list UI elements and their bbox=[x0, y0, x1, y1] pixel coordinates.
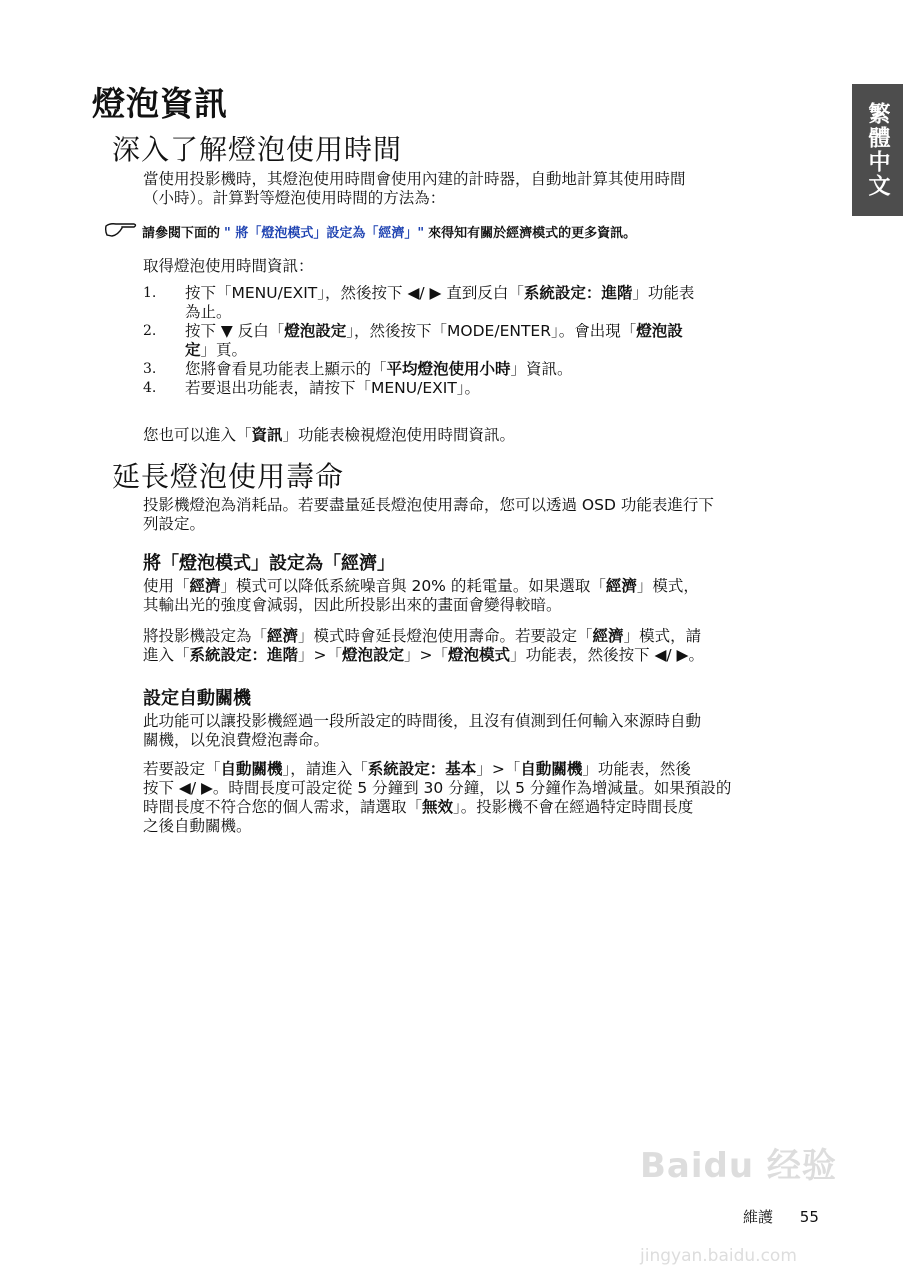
bold-term: 系統設定：基本 bbox=[367, 760, 477, 778]
step-text bbox=[185, 379, 694, 398]
lamp-hours-outro bbox=[143, 426, 823, 445]
bold-term: 經濟 bbox=[267, 627, 299, 645]
auto-off-paragraph-1 bbox=[143, 712, 823, 750]
text-run: 按下 ▼ 反白「 bbox=[185, 322, 285, 340]
auto-off-paragraph-2 bbox=[143, 760, 823, 836]
text-run: 若要設定「 bbox=[143, 760, 221, 778]
text-run: 您也可以進入「 bbox=[143, 426, 252, 444]
text-run: 進入「 bbox=[143, 646, 190, 664]
bold-term: 燈泡設 bbox=[636, 322, 683, 340]
pointing-hand-icon bbox=[104, 220, 138, 242]
text-run: 」>「 bbox=[476, 760, 521, 778]
step-text bbox=[185, 284, 694, 322]
text-run: 將投影機設定為「 bbox=[143, 627, 268, 645]
text-run: 列設定。 bbox=[143, 515, 206, 533]
bold-term: 無效 bbox=[422, 798, 454, 816]
text-run: 」頁。 bbox=[200, 341, 248, 359]
step-number: 3. bbox=[143, 361, 157, 377]
text-line bbox=[185, 322, 694, 341]
text-line bbox=[143, 596, 823, 615]
bold-term: 經濟 bbox=[592, 627, 624, 645]
text-run: 」資訊。 bbox=[510, 360, 573, 378]
text-run: 當使用投影機時，其燈泡使用時間會使用內建的計時器，自動地計算其使用時間 bbox=[143, 170, 686, 188]
text-line bbox=[185, 360, 694, 379]
text-run: 」>「 bbox=[404, 646, 449, 664]
page-number: 55 bbox=[799, 1208, 819, 1226]
text-line bbox=[143, 646, 823, 665]
steps-intro bbox=[143, 257, 823, 276]
text-run: 」模式可以降低系統噪音與 20% 的耗電量。如果選取「 bbox=[220, 577, 606, 595]
extend-life-intro bbox=[143, 496, 823, 534]
page-footer bbox=[743, 1208, 819, 1226]
step-text bbox=[185, 360, 694, 379]
text-run: 取得燈泡使用時間資訊： bbox=[143, 257, 314, 275]
text-run: （小時）。計算對等燈泡使用時間的方法為： bbox=[143, 189, 446, 207]
step-item bbox=[143, 379, 694, 398]
text-run: 投影機燈泡為消耗品。若要盡量延長燈泡使用壽命，您可以透過 OSD 功能表進行下 bbox=[143, 496, 714, 514]
note-text-after: 來得知有關於經濟模式的更多資訊。 bbox=[428, 225, 637, 241]
text-line bbox=[185, 379, 694, 398]
eco-mode-paragraph-1 bbox=[143, 577, 823, 615]
text-line bbox=[143, 627, 823, 646]
text-run: 」功能表檢視燈泡使用時間資訊。 bbox=[282, 426, 516, 444]
section-heading-lamp-hours: 深入了解燈泡使用時間 bbox=[112, 133, 403, 166]
text-line bbox=[143, 189, 823, 208]
text-run: 」模式， bbox=[636, 577, 699, 595]
text-run: 您將會看見功能表上顯示的「 bbox=[185, 360, 387, 378]
text-run: 」。投影機不會在經過特定時間長度 bbox=[453, 798, 694, 816]
text-line bbox=[143, 515, 823, 534]
text-line bbox=[143, 257, 823, 276]
bold-term: 資訊 bbox=[251, 426, 283, 444]
bold-term: 燈泡模式 bbox=[448, 646, 511, 664]
note-text: 請參閱下面的 bbox=[142, 225, 221, 241]
watermark-url: jingyan.baidu.com bbox=[640, 1246, 797, 1266]
text-line bbox=[143, 731, 823, 750]
text-line bbox=[143, 760, 823, 779]
bold-term: 定 bbox=[185, 341, 201, 359]
text-run: 」>「 bbox=[298, 646, 343, 664]
text-line bbox=[143, 170, 823, 189]
text-run: 使用「 bbox=[143, 577, 190, 595]
text-run: 」功能表，然後按下 ◀/ ▶。 bbox=[510, 646, 704, 664]
watermark-logo: Baidu 经验 bbox=[640, 1146, 837, 1186]
text-line bbox=[143, 712, 823, 731]
bold-term: 燈泡設定 bbox=[342, 646, 405, 664]
text-run: 時間長度不符合您的個人需求，請選取「 bbox=[143, 798, 423, 816]
step-item bbox=[143, 360, 694, 379]
text-line bbox=[185, 341, 694, 360]
step-number: 1. bbox=[143, 285, 157, 301]
text-run: 按下「MENU/EXIT」，然後按下 ◀/ ▶ 直到反白「 bbox=[185, 284, 524, 302]
text-run: 」，請進入「 bbox=[282, 760, 368, 778]
bold-term: 經濟 bbox=[189, 577, 221, 595]
text-run: 之後自動關機。 bbox=[143, 817, 252, 835]
text-run: 為止。 bbox=[185, 303, 232, 321]
text-run: 」模式時會延長燈泡使用壽命。若要設定「 bbox=[298, 627, 593, 645]
text-run: 其輸出光的強度會減弱，因此所投影出來的畫面會變得較暗。 bbox=[143, 596, 562, 614]
bold-term: 燈泡設定 bbox=[284, 322, 347, 340]
steps-list bbox=[143, 284, 694, 398]
subheading-auto-off: 設定自動關機 bbox=[143, 688, 251, 709]
text-run: 」功能表，然後 bbox=[582, 760, 691, 778]
bold-term: 自動關機 bbox=[520, 760, 583, 778]
language-tab: 繁體中文 bbox=[852, 84, 903, 216]
page-title: 燈泡資訊 bbox=[92, 84, 228, 123]
eco-mode-paragraph-2 bbox=[143, 627, 823, 665]
step-item bbox=[143, 322, 694, 360]
text-run: 此功能可以讓投影機經過一段所設定的時間後，且沒有偵測到任何輸入來源時自動 bbox=[143, 712, 702, 730]
text-run: 」功能表 bbox=[632, 284, 695, 302]
text-run: 若要退出功能表，請按下「MENU/EXIT」。 bbox=[185, 379, 481, 397]
text-line bbox=[143, 496, 823, 515]
step-item bbox=[143, 284, 694, 322]
bold-term: 經濟 bbox=[605, 577, 637, 595]
text-line bbox=[143, 798, 823, 817]
section-heading-extend-life: 延長燈泡使用壽命 bbox=[112, 460, 345, 493]
note-link[interactable]: " 將「燈泡模式」設定為「經濟」" bbox=[224, 225, 425, 241]
text-line bbox=[143, 577, 823, 596]
bold-term: 平均燈泡使用小時 bbox=[386, 360, 511, 378]
text-line bbox=[185, 303, 694, 322]
text-run: 」模式，請 bbox=[623, 627, 702, 645]
step-number: 2. bbox=[143, 323, 157, 339]
text-line bbox=[143, 779, 823, 798]
bold-term: 系統設定：進階 bbox=[189, 646, 299, 664]
footer-section: 維護 bbox=[743, 1208, 774, 1226]
text-run: 按下 ◀/ ▶。時間長度可設定從 5 分鐘到 30 分鐘，以 5 分鐘作為增減量。如果預設的 bbox=[143, 779, 732, 797]
text-run: 關機，以免浪費燈泡壽命。 bbox=[143, 731, 330, 749]
note bbox=[104, 220, 636, 242]
bold-term: 自動關機 bbox=[220, 760, 283, 778]
bold-term: 系統設定：進階 bbox=[523, 284, 633, 302]
step-number: 4. bbox=[143, 380, 157, 396]
text-line bbox=[185, 284, 694, 303]
text-line bbox=[143, 817, 823, 836]
text-run: 」，然後按下「MODE/ENTER」。會出現「 bbox=[346, 322, 637, 340]
subheading-eco-mode: 將「燈泡模式」設定為「經濟」 bbox=[143, 553, 395, 574]
text-line bbox=[143, 426, 823, 445]
lamp-hours-intro bbox=[143, 170, 823, 208]
step-text bbox=[185, 322, 694, 360]
